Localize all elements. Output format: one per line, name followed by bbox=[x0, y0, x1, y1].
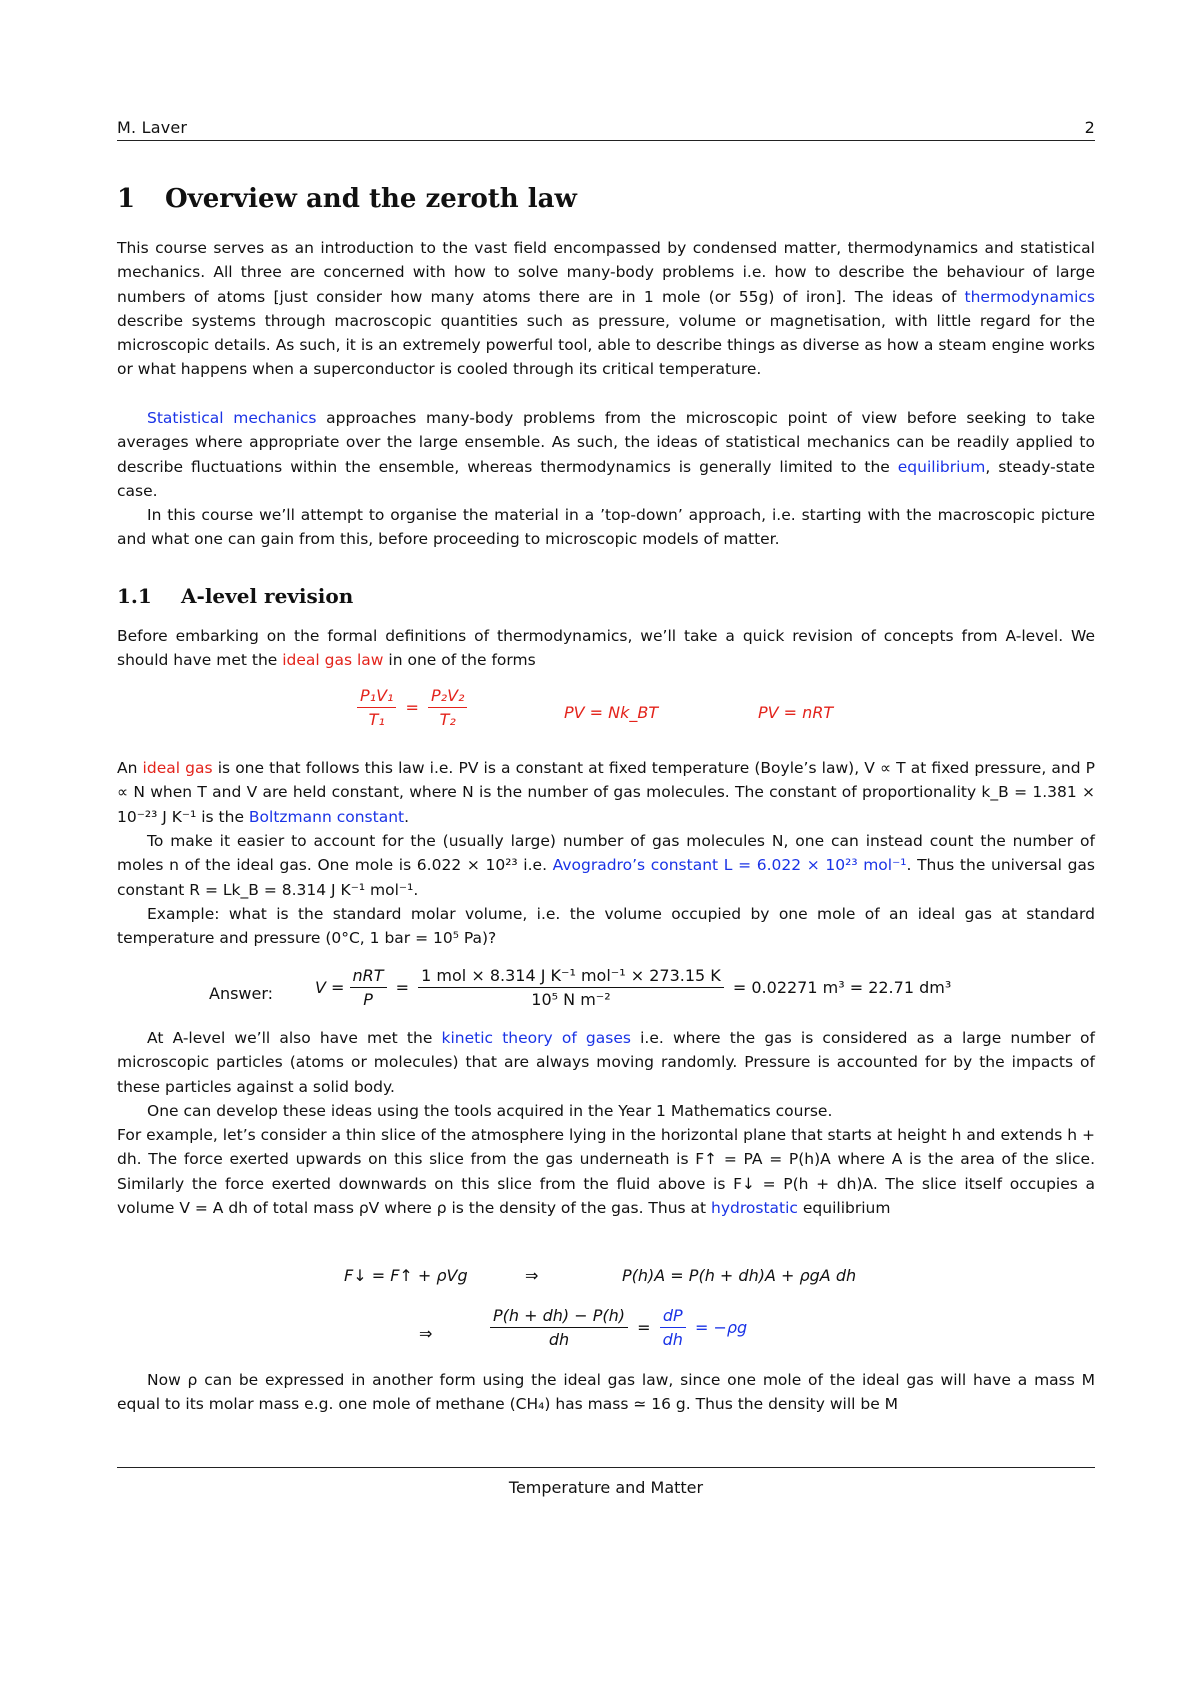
numerator: P₂V₂ bbox=[428, 686, 467, 708]
fraction-numeric bbox=[418, 966, 724, 1009]
denominator: 10⁵ N m⁻² bbox=[531, 990, 611, 1009]
answer-lhs: V = bbox=[315, 978, 345, 997]
link-statistical-mechanics[interactable]: Statistical mechanics bbox=[147, 409, 317, 427]
numerator: 1 mol × 8.314 J K⁻¹ mol⁻¹ × 273.15 K bbox=[418, 966, 724, 988]
link-kinetic-theory[interactable]: kinetic theory of gases bbox=[441, 1029, 631, 1047]
implies-arrow: ⇒ bbox=[525, 1266, 539, 1285]
answer-equation bbox=[117, 966, 1095, 1022]
combined-gas-law-equation bbox=[357, 686, 467, 729]
alevel-paragraph-5 bbox=[117, 1026, 1095, 1099]
fraction-nrt-over-p bbox=[350, 966, 387, 1009]
link-avogadro-constant[interactable]: Avogradro’s constant L = 6.022 × 10²³ mol⁻¹ bbox=[552, 856, 907, 875]
intro-paragraph-1 bbox=[117, 236, 1095, 382]
text-run: in one of the forms bbox=[383, 651, 536, 670]
numerator: P₁V₁ bbox=[357, 686, 396, 708]
section-title: Overview and the zeroth law bbox=[165, 184, 577, 214]
link-ideal-gas-law[interactable]: ideal gas law bbox=[282, 651, 384, 670]
running-footer: Temperature and Matter bbox=[508, 1478, 704, 1497]
footer-rule bbox=[117, 1467, 1095, 1468]
pressure-gradient-rhs[interactable]: = −ρg bbox=[694, 1318, 748, 1337]
link-equilibrium[interactable]: equilibrium bbox=[897, 457, 986, 476]
header-rule bbox=[117, 140, 1095, 141]
text-run: is one that follows this law i.e. PV is a constant at fixed temperature (Boyle’s law), V ∝ T at fixed pressure, and P ∝ N when T and V are held constant, where N is the number of gas molecules. The constant of proportionality k_B = 1.381 × 10⁻²³ J K⁻¹ is the bbox=[117, 759, 1096, 826]
text-run: i.e. where the gas is considered as a large number of microscopic particles (atoms or molecules) that are always moving randomly. Pressure is accounted for by the impacts of these particles against a solid body. bbox=[117, 1029, 1095, 1096]
subsection-title: A-level revision bbox=[181, 584, 354, 608]
equation-boltzmann-form: PV = Nk_BT bbox=[564, 703, 659, 722]
text-run: , steady-state case. bbox=[117, 457, 1095, 500]
author-name: M. Laver bbox=[117, 118, 188, 137]
text-run: Before embarking on the formal definitions of thermodynamics, we’ll take a quick revision of concepts from A-level. We should have met the bbox=[117, 627, 1095, 670]
equals-sign: = bbox=[395, 978, 410, 997]
equals-sign: = bbox=[637, 1318, 651, 1337]
section-heading bbox=[117, 184, 577, 214]
intro-paragraph-2 bbox=[117, 406, 1095, 503]
denominator: dh bbox=[548, 1330, 570, 1349]
force-balance-rhs: P(h)A = P(h + dh)A + ρgA dh bbox=[622, 1266, 857, 1285]
text-run: approaches many-body problems from the microscopic point of view before seeking to take averages where appropriate over the large ensemble. As such, the ideas of statistical mechanics can be readily applied to describe fluctuations within the ensemble, whereas thermodynamics is generally limited to the bbox=[117, 409, 1095, 476]
intro-paragraph-3: In this course we’ll attempt to organise the material in a ’top-down’ approach, i.e. starting with the macroscopic picture and what one can gain from this, before proceeding to microscopic models of matter. bbox=[117, 506, 1095, 549]
numerator: nRT bbox=[350, 966, 387, 988]
alevel-paragraph-6: One can develop these ideas using the tools acquired in the Year 1 Mathematics course. bbox=[147, 1102, 833, 1120]
text-run: describe systems through macroscopic quantities such as pressure, volume or magnetisation, with little regard for the microscopic details. As such, it is an extremely powerful tool, able to describe things as diverse as how a steam engine works or what happens when a superconductor is cooled through its critical temperature. bbox=[117, 311, 1095, 379]
denominator: T₂ bbox=[439, 710, 456, 729]
running-header bbox=[117, 118, 1095, 142]
equals-sign: = bbox=[405, 698, 419, 717]
section-number: 1 bbox=[117, 184, 136, 214]
equation-molar-form: PV = nRT bbox=[758, 703, 834, 722]
link-thermodynamics[interactable]: thermodynamics bbox=[964, 287, 1095, 306]
text-run: To make it easier to account for the (usually large) number of gas molecules N, one can instead count the number of moles n of the ideal gas. One mole is 6.022 × 10²³ i.e. bbox=[117, 832, 1095, 875]
text-run: At A-level we’ll also have met the bbox=[147, 1029, 442, 1047]
alevel-paragraph-7 bbox=[117, 1123, 1095, 1220]
fraction-dp-dh[interactable] bbox=[660, 1306, 686, 1349]
alevel-paragraph-8: Now ρ can be expressed in another form using the ideal gas law, since one mole of the ideal gas will have a mass M equal to its molar mass e.g. one mole of methane (CH₄) has mass ≃ 16 g. Thus the density will be M bbox=[117, 1371, 1095, 1414]
text-run: equilibrium bbox=[797, 1198, 891, 1217]
answer-result: = 0.02271 m³ = 22.71 dm³ bbox=[732, 978, 952, 997]
fraction-left bbox=[357, 686, 396, 729]
numerator: P(h + dh) − P(h) bbox=[490, 1306, 628, 1328]
text-run: This course serves as an introduction to the vast field encompassed by condensed matter, thermodynamics and statistical mechanics. All three are concerned with how to solve many-body problems i.e. how to describe the behaviour of large numbers of atoms [just consider how many atoms there are in 1 mole (or 55g) of iron]. The ideas of bbox=[117, 239, 1095, 306]
answer-label: Answer: bbox=[209, 984, 274, 1003]
text-run: For example, let’s consider a thin slice of the atmosphere lying in the horizontal plane that starts at height h and extends h + dh. The force exerted upwards on this slice from the gas underneath is F↑ = PA = P(h)A where A is the area of the slice. Similarly the force exerted downwards on this slice from the fluid above is F↓ = P(h + dh)A. The slice itself occupies a volume V = A dh of total mass ρV where ρ is the density of the gas. Thus at bbox=[117, 1126, 1095, 1217]
subsection-heading bbox=[117, 584, 353, 608]
ideal-gas-equations bbox=[117, 686, 1095, 742]
text-run: . Thus the universal gas constant R = Lk_B = 8.314 J K⁻¹ mol⁻¹. bbox=[117, 856, 1095, 899]
link-ideal-gas[interactable]: ideal gas bbox=[142, 759, 213, 777]
alevel-paragraph-3 bbox=[117, 829, 1095, 902]
denominator: T₁ bbox=[368, 710, 385, 729]
implies-arrow: ⇒ bbox=[419, 1324, 433, 1343]
force-balance-equation bbox=[117, 1266, 1095, 1292]
pressure-gradient-equation bbox=[117, 1306, 1095, 1362]
alevel-paragraph-1 bbox=[117, 624, 1095, 673]
alevel-paragraph-2 bbox=[117, 756, 1095, 829]
text-run: . bbox=[404, 807, 410, 826]
force-balance-lhs: F↓ = F↑ + ρVg bbox=[344, 1266, 468, 1285]
denominator: P bbox=[363, 990, 373, 1009]
text-run: An bbox=[117, 759, 143, 777]
subsection-number: 1.1 bbox=[117, 584, 152, 608]
fraction-right bbox=[428, 686, 467, 729]
fraction-difference-quotient bbox=[490, 1306, 628, 1349]
numerator: dP bbox=[660, 1306, 686, 1328]
link-boltzmann-constant[interactable]: Boltzmann constant bbox=[248, 807, 405, 826]
answer-expression bbox=[315, 966, 951, 1009]
page-number: 2 bbox=[1084, 118, 1095, 137]
denominator: dh bbox=[662, 1330, 683, 1349]
alevel-paragraph-4: Example: what is the standard molar volume, i.e. the volume occupied by one mole of an ideal gas at standard temperature and pressure (0°C, 1 bar = 10⁵ Pa)? bbox=[117, 905, 1095, 948]
pressure-gradient-expression bbox=[490, 1306, 747, 1349]
link-hydrostatic[interactable]: hydrostatic bbox=[711, 1198, 798, 1217]
